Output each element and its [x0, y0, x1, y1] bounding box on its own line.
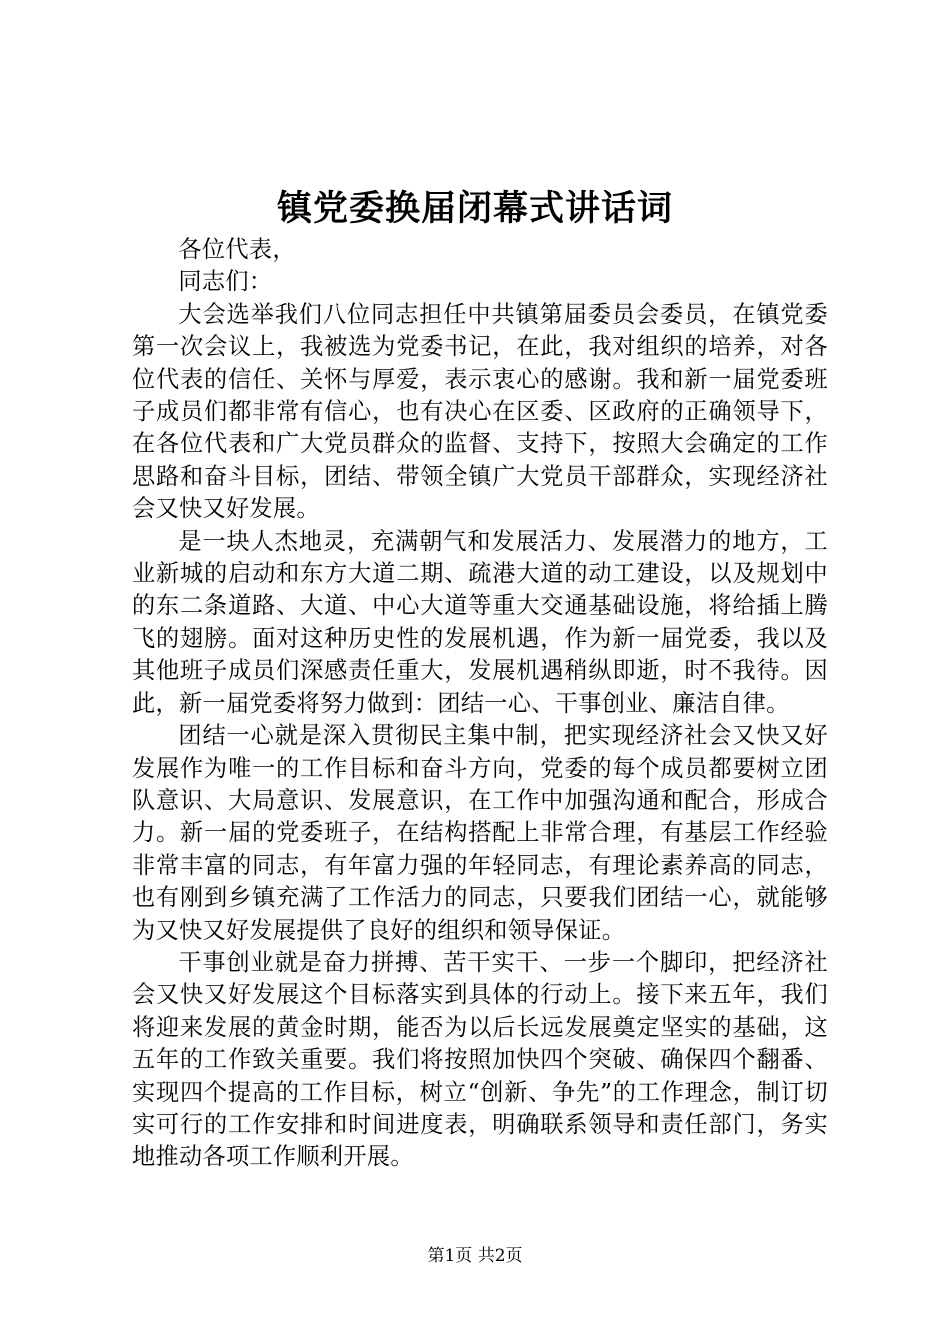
- page-number-footer: 第1页 共2页: [427, 1246, 523, 1266]
- salutation-comrades: 同志们：: [178, 268, 273, 296]
- document-title: 镇党委换届闭幕式讲话词: [276, 188, 673, 229]
- body-paragraph: 干事创业就是奋力拼搏、苦干实干、一步一个脚印，把经济社会又快又好发展这个目标落实到具体的行动上。接下来五年，我们将迎来发展的黄金时期，能否为以后长远发展奠定坚实的基础，这五年的工作致关重要。我们将按照加快四个突破、确保四个翻番、实现四个提高的工作目标，树立“创新、争先”的工作理念，制订切实可行的工作安排和时间进度表，明确联系领导和责任部门，务实地推动各项工作顺利开展。: [132, 948, 828, 1171]
- body-paragraph: 是一块人杰地灵，充满朝气和发展活力、发展潜力的地方，工业新城的启动和东方大道二期、疏港大道的动工建设，以及规划中的东二条道路、大道、中心大道等重大交通基础设施，将给插上腾飞的翅膀。面对这种历史性的发展机遇，作为新一届党委，我以及其他班子成员们深感责任重大，发展机遇稍纵即逝，时不我待。因此，新一届党委将努力做到：团结一心、干事创业、廉洁自律。: [132, 527, 828, 717]
- document-body: [132, 234, 828, 1174]
- body-paragraph: 团结一心就是深入贯彻民主集中制，把实现经济社会又快又好发展作为唯一的工作目标和奋斗方向，党委的每个成员都要树立团队意识、大局意识、发展意识，在工作中加强沟通和配合，形成合力。新一届的党委班子，在结构搭配上非常合理，有基层工作经验非常丰富的同志，有年富力强的年轻同志，有理论素养高的同志，也有刚到乡镇充满了工作活力的同志，只要我们团结一心，就能够为又快又好发展提供了良好的组织和领导保证。: [132, 722, 828, 944]
- salutation-delegates: 各位代表，: [178, 236, 296, 263]
- body-paragraph: 大会选举我们八位同志担任中共镇第届委员会委员，在镇党委第一次会议上，我被选为党委书记，在此，我对组织的培养，对各位代表的信任、关怀与厚爱，表示衷心的感谢。我和新一届党委班子成员们都非常有信心，也有决心在区委、区政府的正确领导下，在各位代表和广大党员群众的监督、支持下，按照大会确定的工作思路和奋斗目标，团结、带领全镇广大党员干部群众，实现经济社会又快又好发展。: [132, 300, 828, 523]
